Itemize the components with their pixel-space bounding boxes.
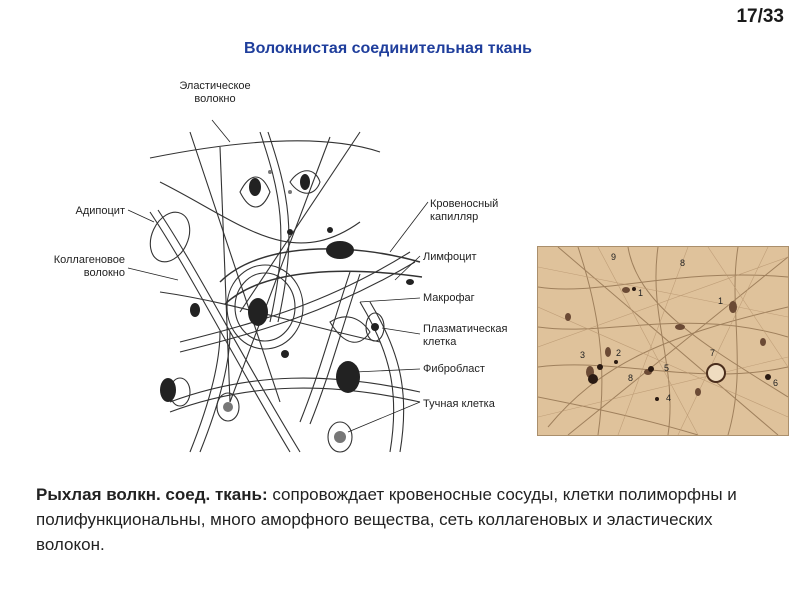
micrograph-marker-1-right: 1: [718, 296, 724, 306]
micrograph-marker-3: 3: [580, 350, 586, 360]
micrograph-marker-4: 4: [666, 393, 672, 403]
micrograph-marker-2: 2: [616, 348, 622, 358]
micrograph-marker-7: 7: [710, 348, 716, 358]
slide-caption: [36, 482, 766, 557]
tissue-micrograph: [537, 246, 789, 436]
label-fibroblast: Фибробласт: [423, 363, 485, 375]
micrograph-marker-6: 6: [773, 378, 779, 388]
connective-tissue-diagram: [30, 72, 530, 472]
micrograph-marker-8-bottom: 8: [628, 373, 634, 383]
micrograph-marker-8-top: 8: [680, 258, 686, 268]
label-macrophage: Макрофаг: [423, 292, 475, 304]
slide-title: Волокнистая соединительная ткань: [244, 40, 532, 57]
micrograph-drawing: [538, 247, 788, 435]
page-number: 17/33: [736, 6, 784, 27]
label-mast-cell: Тучная клетка: [423, 398, 495, 410]
caption-text: сопровождает кровеносные сосуды, клетки полиморфны и полифункциональны, много аморфного вещества, сеть коллагеновых и эластических волокон.: [36, 485, 737, 554]
label-collagen-fiber: Коллагеновое волокно: [53, 254, 125, 279]
label-elastic-fiber: Эластическое волокно: [179, 80, 251, 105]
micrograph-marker-5: 5: [664, 363, 670, 373]
caption-term: Рыхлая волкн. соед. ткань:: [36, 485, 268, 504]
micrograph-marker-9: 9: [611, 252, 617, 262]
label-lymphocyte: Лимфоцит: [423, 251, 477, 263]
label-blood-capillary: Кровеносный капилляр: [430, 198, 499, 223]
label-adipocyte: Адипоцит: [75, 205, 125, 217]
label-plasma-cell: Плазматическая клетка: [423, 323, 508, 348]
micrograph-marker-1-left: 1: [638, 288, 644, 298]
